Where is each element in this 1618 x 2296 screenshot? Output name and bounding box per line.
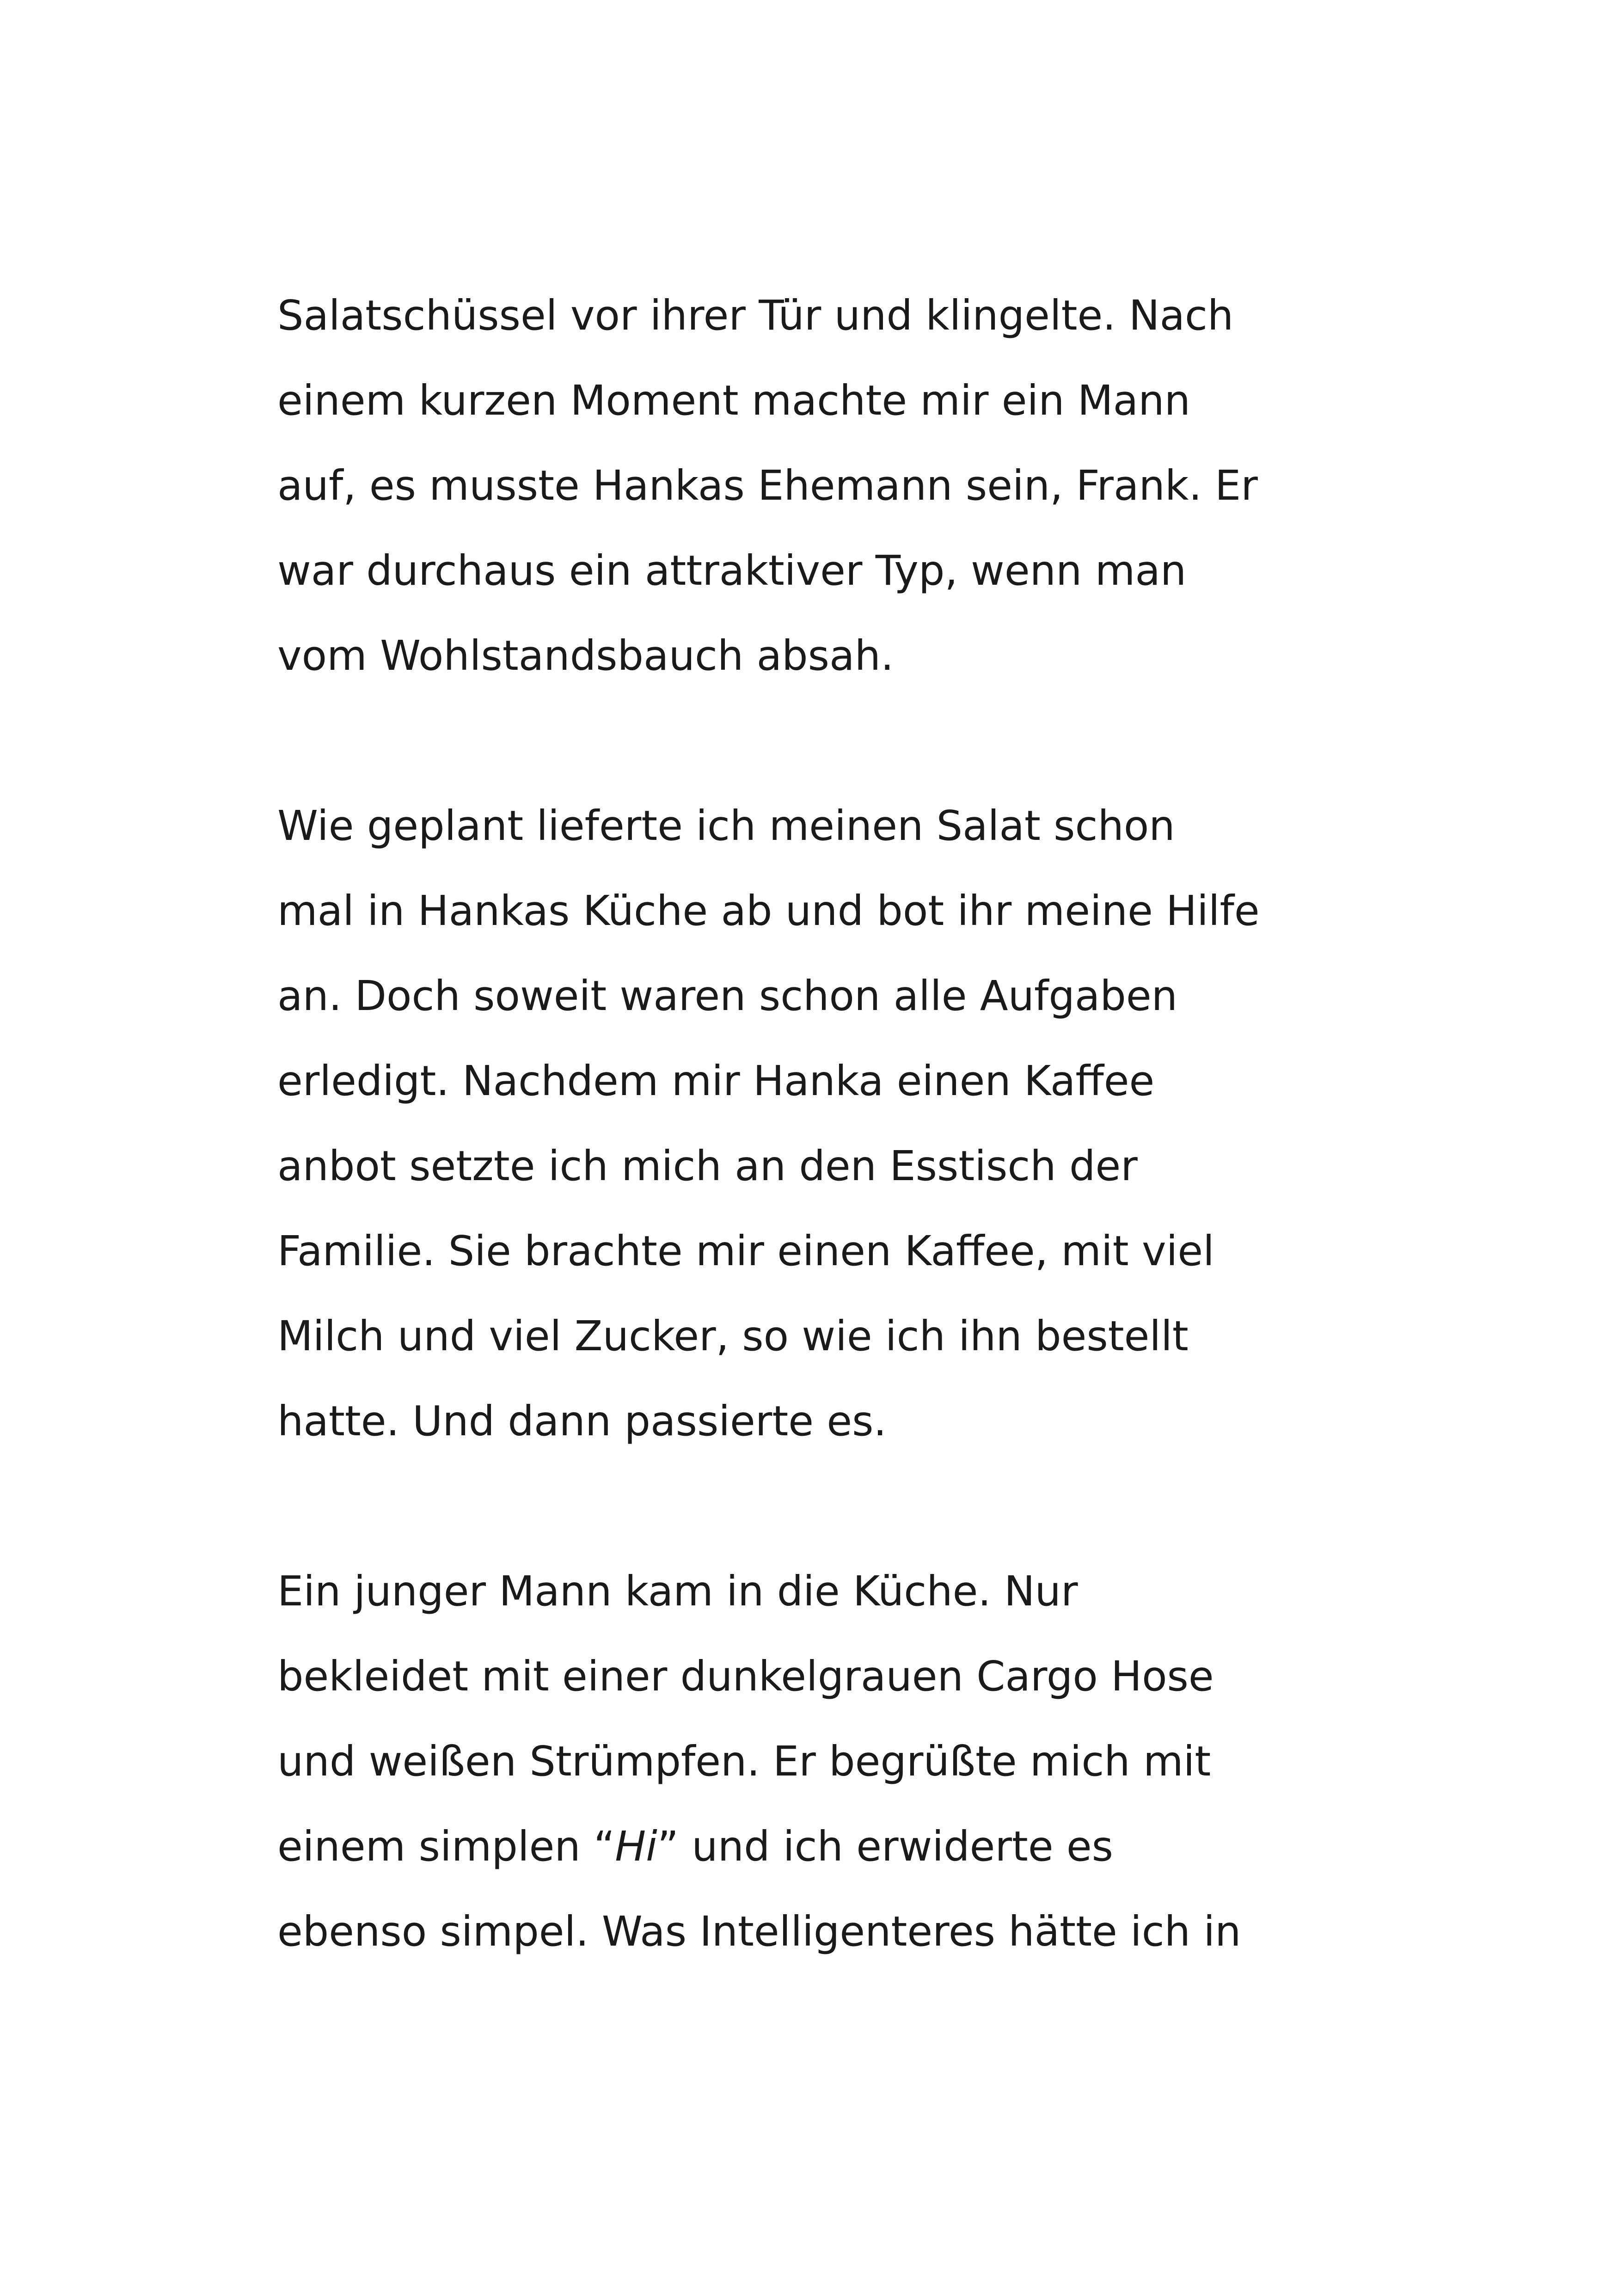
text-line: bekleidet mit einer dunkelgrauen Cargo Hose [277, 1652, 1214, 1700]
text-line: anbot setzte ich mich an den Esstisch der [277, 1142, 1138, 1190]
body-text [277, 273, 1387, 1974]
text-line: an. Doch soweit waren schon alle Aufgaben [277, 972, 1178, 1020]
paragraph [277, 1549, 1387, 1974]
paragraph [277, 783, 1387, 1463]
text-line: mal in Hankas Küche ab und bot ihr meine Hilfe [277, 887, 1260, 935]
text-line: Salatschüssel vor ihrer Tür und klingelte. Nach [277, 291, 1234, 339]
quote-text-after: ” und ich erwiderte es [657, 1822, 1114, 1870]
quote-text-before: einem simplen “ [277, 1822, 615, 1870]
text-line: vom Wohlstandsbauch absah. [277, 631, 894, 680]
text-line: ebenso simpel. Was Intelligenteres hätte ich in [277, 1907, 1241, 1955]
text-line: Familie. Sie brachte mir einen Kaffee, mit viel [277, 1227, 1214, 1275]
text-line: war durchaus ein attraktiver Typ, wenn man [277, 546, 1187, 594]
text-line: Wie geplant lieferte ich meinen Salat schon [277, 802, 1175, 850]
text-line: erledigt. Nachdem mir Hanka einen Kaffee [277, 1057, 1155, 1105]
text-line: auf, es musste Hankas Ehemann sein, Frank. Er [277, 461, 1258, 509]
quote-italic-word: Hi [615, 1822, 657, 1870]
text-line: Ein junger Mann kam in die Küche. Nur [277, 1567, 1078, 1615]
paragraph [277, 273, 1387, 698]
text-line: Milch und viel Zucker, so wie ich ihn bestellt [277, 1312, 1189, 1360]
text-line: einem kurzen Moment machte mir ein Mann [277, 376, 1191, 424]
text-line: hatte. Und dann passierte es. [277, 1397, 887, 1445]
text-line: und weißen Strümpfen. Er begrüßte mich mit [277, 1737, 1211, 1785]
quote-line [277, 1804, 1387, 1889]
